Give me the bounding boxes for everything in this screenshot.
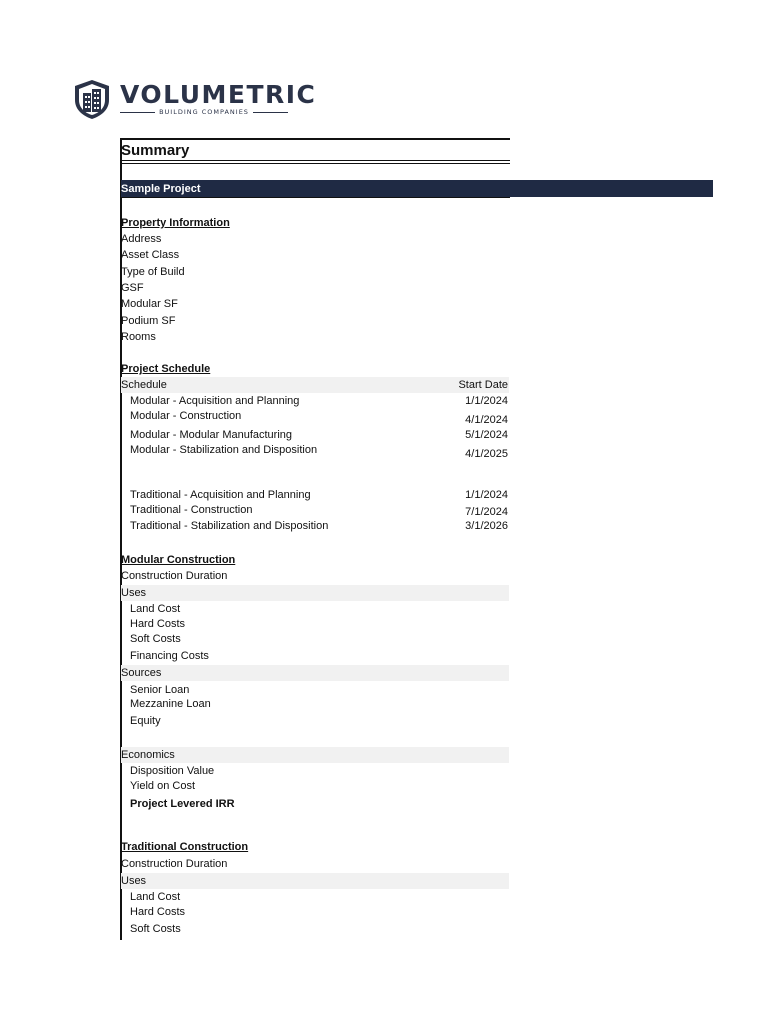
property-heading bbox=[121, 215, 509, 231]
list-item bbox=[121, 696, 509, 712]
start-date-value: 7/1/2024 bbox=[465, 506, 508, 518]
list-item bbox=[121, 856, 509, 872]
column-header-schedule: Schedule bbox=[121, 379, 167, 391]
list-item bbox=[121, 313, 509, 329]
row-label: Sources bbox=[121, 667, 162, 679]
row-label: Land Cost bbox=[130, 891, 181, 903]
row-label: Modular SF bbox=[121, 298, 178, 310]
row-label: Rooms bbox=[121, 331, 156, 343]
shield-building-icon bbox=[72, 78, 112, 120]
project-header-bar bbox=[121, 180, 713, 197]
row-label: Disposition Value bbox=[130, 765, 215, 777]
row-label: Mezzanine Loan bbox=[130, 698, 211, 710]
list-item bbox=[121, 296, 509, 312]
row-label: Senior Loan bbox=[130, 684, 190, 696]
table-row bbox=[121, 408, 509, 424]
list-item bbox=[121, 280, 509, 296]
row-label: Asset Class bbox=[121, 249, 180, 261]
title-rule-2 bbox=[121, 163, 510, 164]
subsection-header bbox=[121, 747, 509, 763]
row-label: Construction Duration bbox=[121, 858, 228, 870]
list-item bbox=[121, 921, 509, 937]
list-item bbox=[121, 568, 509, 584]
schedule-column-header bbox=[121, 377, 509, 393]
start-date-value: 5/1/2024 bbox=[465, 429, 508, 441]
table-row bbox=[121, 487, 509, 503]
list-item bbox=[121, 616, 509, 632]
list-item bbox=[121, 231, 509, 247]
row-label: Equity bbox=[130, 715, 161, 727]
list-item bbox=[121, 264, 509, 280]
table-row bbox=[121, 442, 509, 458]
start-date-value: 4/1/2024 bbox=[465, 414, 508, 426]
start-date-value: 1/1/2024 bbox=[465, 395, 508, 407]
row-label: Hard Costs bbox=[130, 618, 186, 630]
section-heading: Traditional Construction bbox=[121, 841, 249, 853]
brand-name: VOLUMETRIC bbox=[120, 80, 317, 109]
row-label: Podium SF bbox=[121, 315, 176, 327]
row-label: Traditional - Construction bbox=[130, 504, 253, 516]
row-label: Uses bbox=[121, 587, 147, 599]
traditional-heading bbox=[121, 839, 509, 855]
list-item bbox=[121, 904, 509, 920]
row-label: GSF bbox=[121, 282, 144, 294]
section-heading: Modular Construction bbox=[121, 554, 236, 566]
subsection-header bbox=[121, 665, 509, 681]
section-heading: Project Schedule bbox=[121, 363, 211, 375]
row-label: Economics bbox=[121, 749, 175, 761]
row-label: Financing Costs bbox=[130, 650, 209, 662]
row-label: Hard Costs bbox=[130, 906, 186, 918]
row-label: Modular - Construction bbox=[130, 410, 242, 422]
page-title: Summary bbox=[121, 142, 190, 159]
row-label: Project Levered IRR bbox=[130, 798, 235, 810]
sheet-top-border bbox=[120, 138, 510, 140]
brand-tagline bbox=[120, 108, 288, 116]
list-item bbox=[121, 796, 509, 812]
company-logo bbox=[72, 78, 317, 122]
row-label: Soft Costs bbox=[130, 923, 181, 935]
row-label: Modular - Modular Manufacturing bbox=[130, 429, 293, 441]
project-name: Sample Project bbox=[121, 183, 201, 195]
list-item bbox=[121, 329, 509, 345]
row-label: Land Cost bbox=[130, 603, 181, 615]
list-item bbox=[121, 889, 509, 905]
list-item bbox=[121, 648, 509, 664]
list-item bbox=[121, 778, 509, 794]
list-item bbox=[121, 763, 509, 779]
modular-heading bbox=[121, 552, 509, 568]
brand-tagline-text: BUILDING COMPANIES bbox=[159, 108, 249, 116]
subsection-header bbox=[121, 873, 509, 889]
list-item bbox=[121, 713, 509, 729]
row-label: Traditional - Acquisition and Planning bbox=[130, 489, 311, 501]
table-row bbox=[121, 518, 509, 534]
list-item bbox=[121, 601, 509, 617]
project-bar-rule bbox=[121, 197, 510, 198]
table-row bbox=[121, 393, 509, 409]
section-heading: Property Information bbox=[121, 217, 230, 229]
start-date-value: 4/1/2025 bbox=[465, 448, 508, 460]
list-item bbox=[121, 631, 509, 647]
row-label: Modular - Stabilization and Disposition bbox=[130, 444, 318, 456]
subsection-header bbox=[121, 585, 509, 601]
list-item bbox=[121, 247, 509, 263]
row-label: Construction Duration bbox=[121, 570, 228, 582]
row-label: Modular - Acquisition and Planning bbox=[130, 395, 300, 407]
column-header-start-date: Start Date bbox=[458, 379, 508, 391]
title-rule-1 bbox=[121, 160, 510, 161]
start-date-value: 3/1/2026 bbox=[465, 520, 508, 532]
row-label: Uses bbox=[121, 875, 147, 887]
row-label: Traditional - Stabilization and Disposition bbox=[130, 520, 329, 532]
row-label: Soft Costs bbox=[130, 633, 181, 645]
row-label: Yield on Cost bbox=[130, 780, 196, 792]
schedule-heading bbox=[121, 361, 509, 377]
row-label: Address bbox=[121, 233, 162, 245]
row-label: Type of Build bbox=[121, 266, 185, 278]
start-date-value: 1/1/2024 bbox=[465, 489, 508, 501]
table-row bbox=[121, 427, 509, 443]
table-row bbox=[121, 502, 509, 518]
